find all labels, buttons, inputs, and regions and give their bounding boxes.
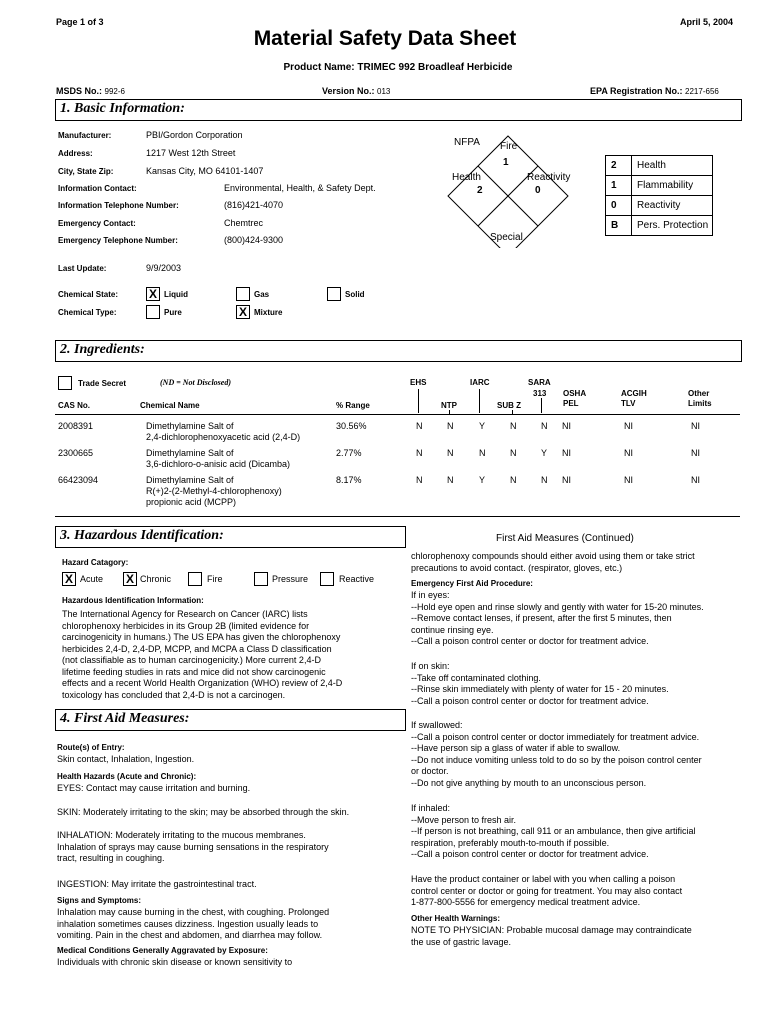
text-line: --Call a poison control center or doctor for treatment advice.	[411, 849, 649, 859]
text-line: continue rinsing eye.	[411, 624, 494, 635]
col-chemical-name: Chemical Name	[140, 401, 200, 410]
rating-row-protection	[606, 216, 713, 236]
name-cell: R(+)2-(2-Methyl-4-chlorophenoxy)	[146, 486, 282, 496]
col-sara-313: 313	[533, 389, 547, 398]
col-divider	[418, 389, 419, 413]
name-cell: propionic acid (MCPP)	[146, 497, 237, 507]
solid-checkbox[interactable]	[327, 287, 341, 301]
city-label: City, State Zip:	[58, 167, 114, 176]
text-line: Have the product container or label with you when calling a poison	[411, 874, 676, 884]
skin-procedure	[411, 661, 746, 707]
msds-label: MSDS No.:	[56, 86, 102, 96]
address-value: 1217 West 12th Street	[146, 148, 236, 158]
col-acgih: ACGIH	[621, 389, 647, 398]
trade-secret-label: Trade Secret	[78, 379, 127, 388]
conditions-text: Individuals with chronic skin disease or known sensitivity to	[57, 957, 293, 967]
text-line: toxicology has concluded that 2,4-D is not a carcinogen.	[62, 689, 286, 700]
other-warnings-label: Other Health Warnings:	[411, 914, 501, 923]
liquid-checkbox[interactable]: X	[146, 287, 160, 301]
nfpa-special-label: Special	[490, 232, 523, 243]
first-aid-intro	[411, 551, 746, 574]
text-line: 1-877-800-5556 for emergency medical treatment advice.	[411, 897, 641, 907]
text-line: respiration, preferably mouth-to-mouth if possible.	[411, 837, 610, 848]
rating-label: Flammability	[632, 176, 713, 196]
sara-cell: N	[541, 475, 548, 485]
text-line: vomiting. Pain in the chest and abdomen, and diarrhea may follow.	[57, 930, 323, 940]
other-cell: NI	[691, 421, 700, 431]
section-ingredients	[55, 340, 742, 362]
hazard-info-label: Hazardous Identification Information:	[62, 596, 204, 605]
pure-label: Pure	[164, 308, 182, 317]
text-line: --Do not induce vomiting unless told to do so by the poison control center	[411, 754, 702, 765]
eyes-text: EYES: Contact may cause irritation and burning.	[57, 783, 251, 793]
epa-value: 2217-656	[685, 87, 719, 96]
text-line: If on skin:	[411, 661, 450, 671]
sara-cell: N	[541, 421, 548, 431]
name-cell: Dimethylamine Salt of	[146, 448, 234, 458]
address-label: Address:	[58, 149, 93, 158]
text-line: precautions to avoid contact. (respirator, gloves, etc.)	[411, 562, 623, 573]
rating-row-reactivity	[606, 196, 713, 216]
product-name-value: TRIMEC 992 Broadleaf Herbicide	[357, 62, 513, 73]
product-name	[0, 62, 770, 73]
msds-number	[56, 86, 125, 96]
hazard-rating-table	[605, 155, 713, 236]
ntp-cell: N	[447, 421, 454, 431]
inhalation-text	[57, 830, 402, 865]
text-line: chlorophenoxy compounds should either avoid using them or take strict	[411, 551, 695, 561]
text-line: control center or doctor or going for treatment. You may also contact	[411, 885, 683, 896]
sara-cell: Y	[541, 448, 548, 458]
pressure-label: Pressure	[272, 574, 309, 584]
col-sara: SARA	[528, 378, 551, 387]
section-first-aid	[55, 709, 406, 731]
version-number	[322, 86, 390, 96]
version-label: Version No.:	[322, 86, 375, 96]
solid-label: Solid	[345, 290, 365, 299]
inhaled-procedure	[411, 803, 746, 861]
text-line: The International Agency for Research on Cancer (IARC) lists	[62, 609, 308, 619]
text-line: tract, resulting in coughing.	[57, 853, 165, 863]
epa-label: EPA Registration No.:	[590, 86, 683, 96]
text-line: effects and a recent World Health Organization (WHO) review of 2,4-D	[62, 678, 343, 688]
text-line: --Rinse skin immediately with plenty of water for 15 - 20 minutes.	[411, 684, 669, 694]
other-cell: NI	[691, 475, 700, 485]
text-line: Inhalation may cause burning in the chest, with coughing. Prolonged	[57, 907, 330, 917]
text-line: If swallowed:	[411, 720, 463, 730]
pure-checkbox[interactable]	[146, 305, 160, 319]
ntp-cell: N	[447, 475, 454, 485]
section-title: 4. First Aid Measures:	[60, 711, 190, 726]
nfpa-label: NFPA	[454, 137, 480, 148]
section-hazard-identification	[55, 526, 406, 548]
last-update-label: Last Update:	[58, 264, 107, 273]
rating-value: 0	[606, 196, 632, 216]
nfpa-reactivity-value: 0	[535, 185, 541, 196]
fire-checkbox[interactable]	[188, 572, 202, 586]
chemical-type-label: Chemical Type:	[58, 308, 117, 317]
col-divider	[479, 389, 480, 413]
osha-cell: NI	[562, 475, 571, 485]
version-value: 013	[377, 87, 391, 96]
header-rule	[55, 414, 740, 415]
rating-row-health	[606, 156, 713, 176]
ehs-cell: N	[416, 475, 423, 485]
range-cell: 2.77%	[336, 448, 362, 458]
cas-cell: 2008391	[58, 421, 94, 431]
nfpa-fire-label: Fire	[500, 141, 518, 152]
routes-value: Skin contact, Inhalation, Ingestion.	[57, 754, 195, 764]
emergency-contact-label: Emergency Contact:	[58, 219, 136, 228]
info-phone-label: Information Telephone Number:	[58, 201, 179, 210]
name-cell: Dimethylamine Salt of	[146, 475, 234, 485]
text-line: or doctor.	[411, 766, 449, 776]
range-cell: 8.17%	[336, 475, 362, 485]
col-divider	[541, 398, 542, 413]
other-cell: NI	[691, 448, 700, 458]
text-line: --Move person to fresh air.	[411, 814, 517, 825]
ntp-cell: N	[447, 448, 454, 458]
pressure-checkbox[interactable]	[254, 572, 268, 586]
subz-cell: N	[510, 448, 517, 458]
manufacturer-value: PBI/Gordon Corporation	[146, 130, 243, 140]
osha-cell: NI	[562, 448, 571, 458]
routes-label: Route(s) of Entry:	[57, 743, 125, 752]
product-name-label: Product Name:	[283, 62, 355, 73]
reactive-label: Reactive	[339, 574, 375, 584]
info-contact-value: Environmental, Health, & Safety Dept.	[224, 183, 376, 193]
msds-value: 992-6	[104, 87, 125, 96]
rating-label: Pers. Protection	[632, 216, 713, 236]
document-date: April 5, 2004	[680, 17, 734, 27]
section-basic-information	[55, 99, 742, 121]
col-iarc: IARC	[470, 378, 490, 387]
text-line: carcinogenicity in humans.) The US EPA has given the chlorophenoxy	[62, 632, 341, 642]
nfpa-reactivity-label: Reactivity	[527, 172, 571, 183]
ehs-cell: N	[416, 448, 423, 458]
chronic-label: Chronic	[140, 574, 172, 584]
text-line: the use of gastric lavage.	[411, 936, 512, 947]
other-warnings-text	[411, 925, 746, 948]
rating-label: Reactivity	[632, 196, 713, 216]
section-title: 1. Basic Information:	[60, 101, 185, 116]
text-line: --Remove contact lenses, if present, after the first 5 minutes, then	[411, 613, 672, 623]
text-line: lifetime feeding studies in rats and mice did not show carcinogenic	[62, 666, 326, 677]
skin-text: SKIN: Moderately irritating to the skin; may be absorbed through the skin.	[57, 807, 350, 817]
acute-checkbox[interactable]: X	[62, 572, 76, 586]
text-line: inhalation sometimes causes dizziness. Ingestion usually leads to	[57, 918, 319, 929]
nfpa-health-value: 2	[477, 185, 483, 196]
col-limits: Limits	[688, 399, 712, 408]
text-line: --Call a poison control center or doctor immediately for treatment advice.	[411, 731, 700, 742]
section-rule	[55, 516, 740, 517]
mixture-checkbox[interactable]: X	[236, 305, 250, 319]
text-line: If inhaled:	[411, 803, 451, 813]
signs-label: Signs and Symptoms:	[57, 896, 142, 905]
swallowed-procedure	[411, 720, 746, 789]
text-line: --If person is not breathing, call 911 or an ambulance, then give artificial	[411, 826, 696, 836]
mixture-label: Mixture	[254, 308, 283, 317]
acgih-cell: NI	[624, 448, 633, 458]
trade-secret-checkbox[interactable]	[58, 376, 72, 390]
rating-value: 2	[606, 156, 632, 176]
text-line: NOTE TO PHYSICIAN: Probable mucosal damage may contraindicate	[411, 925, 692, 935]
emergency-phone-value: (800)424-9300	[224, 235, 284, 245]
text-line: herbicides 2,4-D, 2,4-DP, MCPP, and MCPA a Class D classification	[62, 643, 332, 654]
text-line: --Take off contaminated clothing.	[411, 672, 541, 683]
chemical-state-label: Chemical State:	[58, 290, 119, 299]
text-line: --Hold eye open and rinse slowly and gently with water for 15-20 minutes.	[411, 601, 704, 612]
rating-value: B	[606, 216, 632, 236]
epa-registration	[590, 86, 719, 96]
gas-label: Gas	[254, 290, 270, 299]
section-title: 2. Ingredients:	[60, 342, 145, 357]
col-pel: PEL	[563, 399, 579, 408]
col-other: Other	[688, 389, 710, 398]
nfpa-health-label: Health	[452, 172, 481, 183]
text-line: (not classifiable as to human carcinogenicity.) More current 2,4-D	[62, 655, 321, 665]
text-line: --Call a poison control center or doctor for treatment advice.	[411, 636, 649, 646]
page-number: Page 1 of 3	[56, 17, 104, 27]
signs-text	[57, 907, 402, 942]
col-osha: OSHA	[563, 389, 587, 398]
rating-row-flammability	[606, 176, 713, 196]
fire-label: Fire	[207, 574, 223, 584]
col-ehs: EHS	[410, 378, 427, 387]
first-aid-continued-title: First Aid Measures (Continued)	[496, 533, 634, 544]
manufacturer-label: Manufacturer:	[58, 131, 112, 140]
rating-label: Health	[632, 156, 713, 176]
acgih-cell: NI	[624, 475, 633, 485]
osha-cell: NI	[562, 421, 571, 431]
info-phone-value: (816)421-4070	[224, 200, 284, 210]
container-note	[411, 874, 746, 909]
gas-checkbox[interactable]	[236, 287, 250, 301]
text-line: --Have person sip a glass of water if able to swallow.	[411, 743, 621, 753]
name-cell: Dimethylamine Salt of	[146, 421, 234, 431]
name-cell: 2,4-dichlorophenoxyacetic acid (2,4-D)	[146, 432, 301, 442]
col-cas: CAS No.	[58, 401, 90, 410]
acgih-cell: NI	[624, 421, 633, 431]
rating-value: 1	[606, 176, 632, 196]
col-subz: SUB Z	[497, 401, 521, 410]
nd-note: (ND = Not Disclosed)	[160, 378, 231, 387]
text-line: INHALATION: Moderately irritating to the mucous membranes.	[57, 830, 306, 840]
city-value: Kansas City, MO 64101-1407	[146, 166, 264, 176]
hazard-category-label: Hazard Catagory:	[62, 558, 129, 567]
section-title: 3. Hazardous Identification:	[60, 528, 224, 543]
iarc-cell: N	[479, 448, 486, 458]
text-line: --Do not give anything by mouth to an unconscious person.	[411, 777, 647, 788]
cas-cell: 66423094	[58, 475, 99, 485]
reactive-checkbox[interactable]	[320, 572, 334, 586]
info-contact-label: Information Contact:	[58, 184, 137, 193]
emergency-contact-value: Chemtrec	[224, 218, 264, 228]
hazard-info-text	[62, 609, 407, 701]
liquid-label: Liquid	[164, 290, 188, 299]
acute-label: Acute	[80, 574, 104, 584]
conditions-label: Medical Conditions Generally Aggravated by Exposure:	[57, 946, 268, 955]
text-line: --Call a poison control center or doctor for treatment advice.	[411, 695, 649, 706]
cas-cell: 2300665	[58, 448, 94, 458]
range-cell: 30.56%	[336, 421, 367, 431]
col-ntp: NTP	[441, 401, 457, 410]
ingestion-text: INGESTION: May irritate the gastrointestinal tract.	[57, 879, 257, 889]
chronic-checkbox[interactable]: X	[123, 572, 137, 586]
eyes-procedure	[411, 590, 746, 648]
last-update-value: 9/9/2003	[146, 263, 182, 273]
emergency-phone-label: Emergency Telephone Number:	[58, 236, 178, 245]
ehs-cell: N	[416, 421, 423, 431]
nfpa-fire-value: 1	[503, 157, 509, 168]
col-tlv: TLV	[621, 399, 636, 408]
text-line: chlorophenoxy herbicides in its Group 2B (limited evidence for	[62, 620, 310, 631]
iarc-cell: Y	[479, 421, 486, 431]
health-hazards-label: Health Hazards (Acute and Chronic):	[57, 772, 197, 781]
text-line: Inhalation of sprays may cause burning sensations in the respiratory	[57, 841, 329, 852]
subz-cell: N	[510, 475, 517, 485]
subz-cell: N	[510, 421, 517, 431]
page-title: Material Safety Data Sheet	[253, 27, 517, 50]
iarc-cell: Y	[479, 475, 486, 485]
emergency-procedure-label: Emergency First Aid Procedure:	[411, 579, 533, 588]
text-line: If in eyes:	[411, 590, 450, 600]
name-cell: 3,6-dichloro-o-anisic acid (Dicamba)	[146, 459, 291, 469]
col-range: % Range	[336, 401, 370, 410]
